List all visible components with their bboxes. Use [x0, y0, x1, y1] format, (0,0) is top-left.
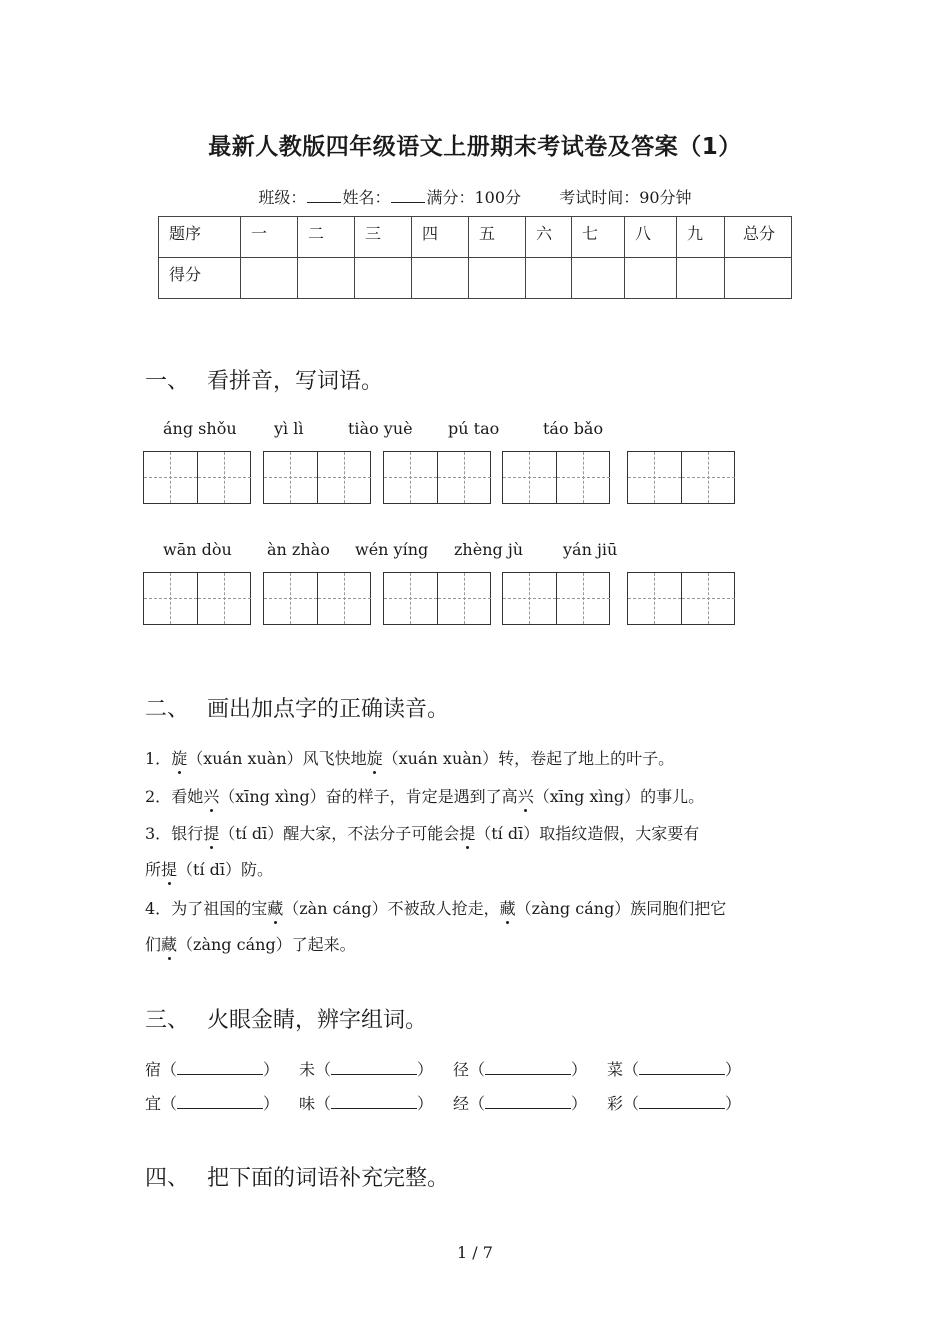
question-text: （tí dī）取指纹造假，大家要有 [475, 824, 700, 843]
score-cell[interactable] [526, 258, 572, 299]
word-row [145, 1057, 761, 1080]
header-cell: 九 [677, 217, 725, 258]
question-text: （xuán xuàn）转，卷起了地上的叶子。 [382, 749, 675, 768]
score-table-score-row [159, 258, 792, 299]
question-text: （tí dī）防。 [177, 860, 274, 879]
dotted-char: 提 [161, 857, 177, 880]
header-cell: 总分 [725, 217, 792, 258]
header-cell: 二 [298, 217, 355, 258]
dotted-char: 提 [203, 821, 219, 844]
class-label: 班级： [258, 188, 307, 207]
question-text: （xuán xuàn）风飞快地 [187, 749, 367, 768]
question-number: 1． [145, 749, 172, 768]
question-text: 银行 [171, 824, 204, 843]
section-number: 一、 [145, 369, 190, 394]
pinyin-label: tiào yuè [348, 419, 413, 438]
pinyin-label: zhèng jù [454, 540, 524, 559]
writing-box[interactable] [263, 451, 371, 504]
score-cell[interactable] [625, 258, 677, 299]
word-char: 味 [299, 1094, 316, 1113]
question-text: （zàng cáng）族同胞们把它 [515, 899, 727, 918]
dotted-char: 兴 [203, 784, 219, 807]
word-item: 径（ ） [453, 1060, 588, 1079]
dotted-char: 旋 [171, 746, 187, 769]
score-cell[interactable] [572, 258, 625, 299]
word-char: 宿 [145, 1060, 162, 1079]
answer-blank[interactable] [177, 1094, 263, 1109]
word-char: 经 [453, 1094, 470, 1113]
word-char: 菜 [607, 1060, 624, 1079]
exam-info [0, 185, 950, 208]
section-3-heading [145, 1003, 427, 1034]
pinyin-label: àn zhào [267, 540, 330, 559]
section-title: 看拼音，写词语。 [207, 369, 384, 394]
answer-blank[interactable] [177, 1060, 263, 1075]
dotted-char: 藏 [161, 932, 177, 955]
score-row-label: 得分 [159, 258, 241, 299]
dotted-char: 藏 [267, 896, 283, 919]
answer-blank[interactable] [639, 1060, 725, 1075]
writing-box[interactable] [143, 572, 251, 625]
header-cell: 六 [526, 217, 572, 258]
score-cell[interactable] [469, 258, 526, 299]
header-cell: 八 [625, 217, 677, 258]
pinyin-label: pú tao [448, 419, 500, 438]
answer-blank[interactable] [485, 1060, 571, 1075]
pinyin-label: wān dòu [163, 540, 232, 559]
word-item: 菜（ ） [607, 1060, 742, 1079]
question-line [145, 821, 699, 844]
question-line [145, 784, 704, 807]
writing-box[interactable] [502, 572, 610, 625]
section-number: 三、 [145, 1008, 190, 1033]
question-line [145, 857, 273, 880]
question-text: 看她 [171, 787, 204, 806]
score-table [158, 216, 792, 299]
answer-blank[interactable] [331, 1060, 417, 1075]
full-score: 满分：100分 [426, 188, 521, 207]
class-blank[interactable] [307, 188, 341, 203]
dotted-char: 旋 [367, 746, 383, 769]
writing-box[interactable] [627, 451, 735, 504]
header-cell: 七 [572, 217, 625, 258]
score-table-header-row [159, 217, 792, 258]
question-number: 4． [145, 899, 172, 918]
writing-box[interactable] [502, 451, 610, 504]
dotted-char: 提 [459, 821, 475, 844]
word-item: 味（ ） [299, 1094, 434, 1113]
word-char: 未 [299, 1060, 316, 1079]
writing-box[interactable] [383, 572, 491, 625]
header-cell: 三 [355, 217, 412, 258]
word-char: 宜 [145, 1094, 162, 1113]
name-blank[interactable] [391, 188, 425, 203]
exam-time: 考试时间：90分钟 [559, 188, 692, 207]
word-char: 径 [453, 1060, 470, 1079]
section-number: 四、 [145, 1166, 190, 1191]
dotted-char: 兴 [518, 784, 534, 807]
section-number: 二、 [145, 697, 190, 722]
header-cell: 五 [469, 217, 526, 258]
answer-blank[interactable] [331, 1094, 417, 1109]
word-item: 未（ ） [299, 1060, 434, 1079]
word-char: 彩 [607, 1094, 624, 1113]
pinyin-label: yì lì [274, 419, 304, 438]
question-number: 2． [145, 787, 172, 806]
question-text: （xīng xìng）奋的样子，肯定是遇到了高 [219, 787, 518, 806]
question-text: 为了祖国的宝 [171, 899, 268, 918]
header-cell: 四 [412, 217, 469, 258]
header-cell: 一 [241, 217, 298, 258]
section-4-heading [145, 1161, 449, 1192]
question-text: （zàn cáng）不被敌人抢走， [283, 899, 500, 918]
pinyin-label: táo bǎo [543, 419, 604, 438]
page-number: 1 / 7 [457, 1243, 493, 1262]
word-item: 宜（ ） [145, 1094, 280, 1113]
score-cell[interactable] [298, 258, 355, 299]
question-line [145, 746, 674, 769]
score-cell[interactable] [412, 258, 469, 299]
section-title: 火眼金睛，辨字组词。 [207, 1008, 428, 1033]
question-text: （tí dī）醒大家，不法分子可能会 [219, 824, 460, 843]
dotted-char: 藏 [500, 896, 516, 919]
score-cell[interactable] [725, 258, 792, 299]
section-title: 画出加点字的正确读音。 [207, 697, 450, 722]
name-label: 姓名： [342, 188, 391, 207]
pinyin-label: yán jiū [563, 540, 618, 559]
score-cell[interactable] [241, 258, 298, 299]
question-text: （zàng cáng）了起来。 [177, 935, 356, 954]
question-line [145, 932, 356, 955]
question-line [145, 896, 726, 919]
answer-blank[interactable] [485, 1094, 571, 1109]
writing-box[interactable] [143, 451, 251, 504]
question-text: （xīng xìng）的事儿。 [533, 787, 705, 806]
pinyin-label: wén yíng [355, 540, 429, 559]
section-1-heading [145, 364, 383, 395]
word-item: 宿（ ） [145, 1060, 280, 1079]
word-row [145, 1091, 761, 1114]
score-cell[interactable] [677, 258, 725, 299]
question-text: 们 [145, 935, 162, 954]
word-item: 彩（ ） [607, 1094, 742, 1113]
word-item: 经（ ） [453, 1094, 588, 1113]
section-2-heading [145, 692, 449, 723]
question-number: 3． [145, 824, 172, 843]
header-cell: 题序 [159, 217, 241, 258]
writing-box[interactable] [627, 572, 735, 625]
writing-box[interactable] [383, 451, 491, 504]
question-text: 所 [145, 860, 162, 879]
page-title: 最新人教版四年级语文上册期末考试卷及答案（1） [208, 134, 742, 160]
section-title: 把下面的词语补充完整。 [207, 1166, 450, 1191]
answer-blank[interactable] [639, 1094, 725, 1109]
score-cell[interactable] [355, 258, 412, 299]
pinyin-label: áng shǒu [163, 419, 237, 438]
writing-box[interactable] [263, 572, 371, 625]
